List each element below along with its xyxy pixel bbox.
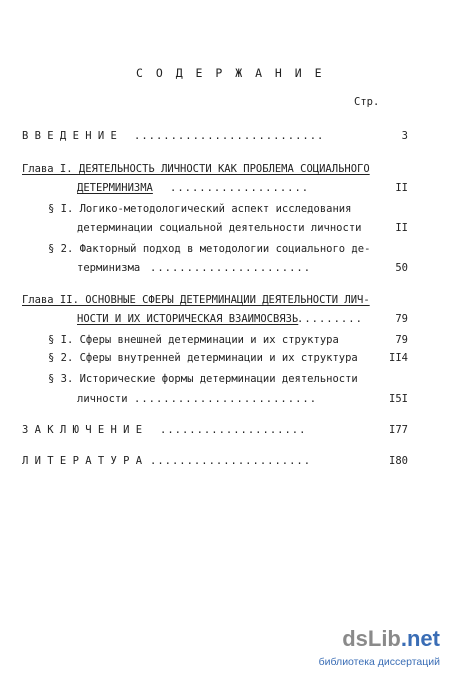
toc-ch2-section3-leader: ......................... <box>134 393 318 405</box>
toc-chapter2-title-cont: НОСТИ И ИХ ИСТОРИЧЕСКАЯ ВЗАИМОСВЯЗЬ <box>77 313 299 325</box>
toc-ch1-section1-title-cont: детерминации социальной деятельности личности <box>77 222 362 234</box>
toc-chapter2-title: Глава II. ОСНОВНЫЕ СФЕРЫ ДЕТЕРМИНАЦИИ ДЕЯТЕЛЬНОСТИ ЛИЧ- <box>22 294 370 306</box>
toc-intro-label: В В Е Д Е Н И Е <box>22 130 117 142</box>
toc-ch1-section1-page: II <box>395 222 408 234</box>
logo-brand-main: dsLib <box>342 626 401 651</box>
toc-ch1-section2-page: 50 <box>395 262 408 274</box>
toc-ch2-section1-page: 79 <box>395 334 408 346</box>
toc-chapter1-leader: ................... <box>170 182 310 194</box>
toc-ch1-section2-leader: ...................... <box>150 262 312 274</box>
toc-conclusion-label: З А К Л Ю Ч Е Н И Е <box>22 424 143 436</box>
toc-ch1-section1-title: § I. Логико-методологический аспект исследования <box>48 203 352 215</box>
toc-chapter1-page: II <box>395 182 408 194</box>
toc-ch2-section1-title: § I. Сферы внешней детерминации и их структура <box>48 334 339 346</box>
toc-literature-leader: ...................... <box>150 455 312 467</box>
toc-chapter1-title: Глава I. ДЕЯТЕЛЬНОСТЬ ЛИЧНОСТИ КАК ПРОБЛЕМА СОЦИАЛЬНОГО <box>22 163 370 175</box>
toc-intro-page: 3 <box>401 130 408 142</box>
toc-conclusion-leader: .................... <box>160 424 307 436</box>
toc-ch2-section3-page: I5I <box>389 393 408 405</box>
logo-tagline: библиотека диссертаций <box>318 656 440 668</box>
toc-ch2-section3-title: § 3. Исторические формы детерминации деятельности <box>48 373 358 385</box>
page-column-label: Стр. <box>354 96 380 108</box>
toc-chapter2-page: 79 <box>395 313 408 325</box>
toc-conclusion-page: I77 <box>389 424 408 436</box>
logo-brand-ext: .net <box>400 626 440 651</box>
toc-ch2-section3-title-cont: личности <box>77 393 128 405</box>
dslib-watermark-logo <box>280 626 440 676</box>
toc-ch1-section2-title: § 2. Факторный подход в методологии социального де- <box>48 243 371 255</box>
page-title: С О Д Е Р Ж А Н И Е <box>136 66 325 80</box>
toc-chapter1-title-cont: ДЕТЕРМИНИЗМА <box>77 182 153 194</box>
toc-ch1-section2-title-cont: терминизма <box>77 262 141 274</box>
toc-literature-page: I80 <box>389 455 408 467</box>
toc-intro-leader: .......................... <box>134 130 325 142</box>
toc-literature-label: Л И Т Е Р А Т У Р А <box>22 455 143 467</box>
toc-ch2-section2-title: § 2. Сферы внутренней детерминации и их структура <box>48 352 358 364</box>
toc-chapter2-leader: ......... <box>297 313 363 325</box>
toc-ch2-section2-page: II4 <box>389 352 408 364</box>
